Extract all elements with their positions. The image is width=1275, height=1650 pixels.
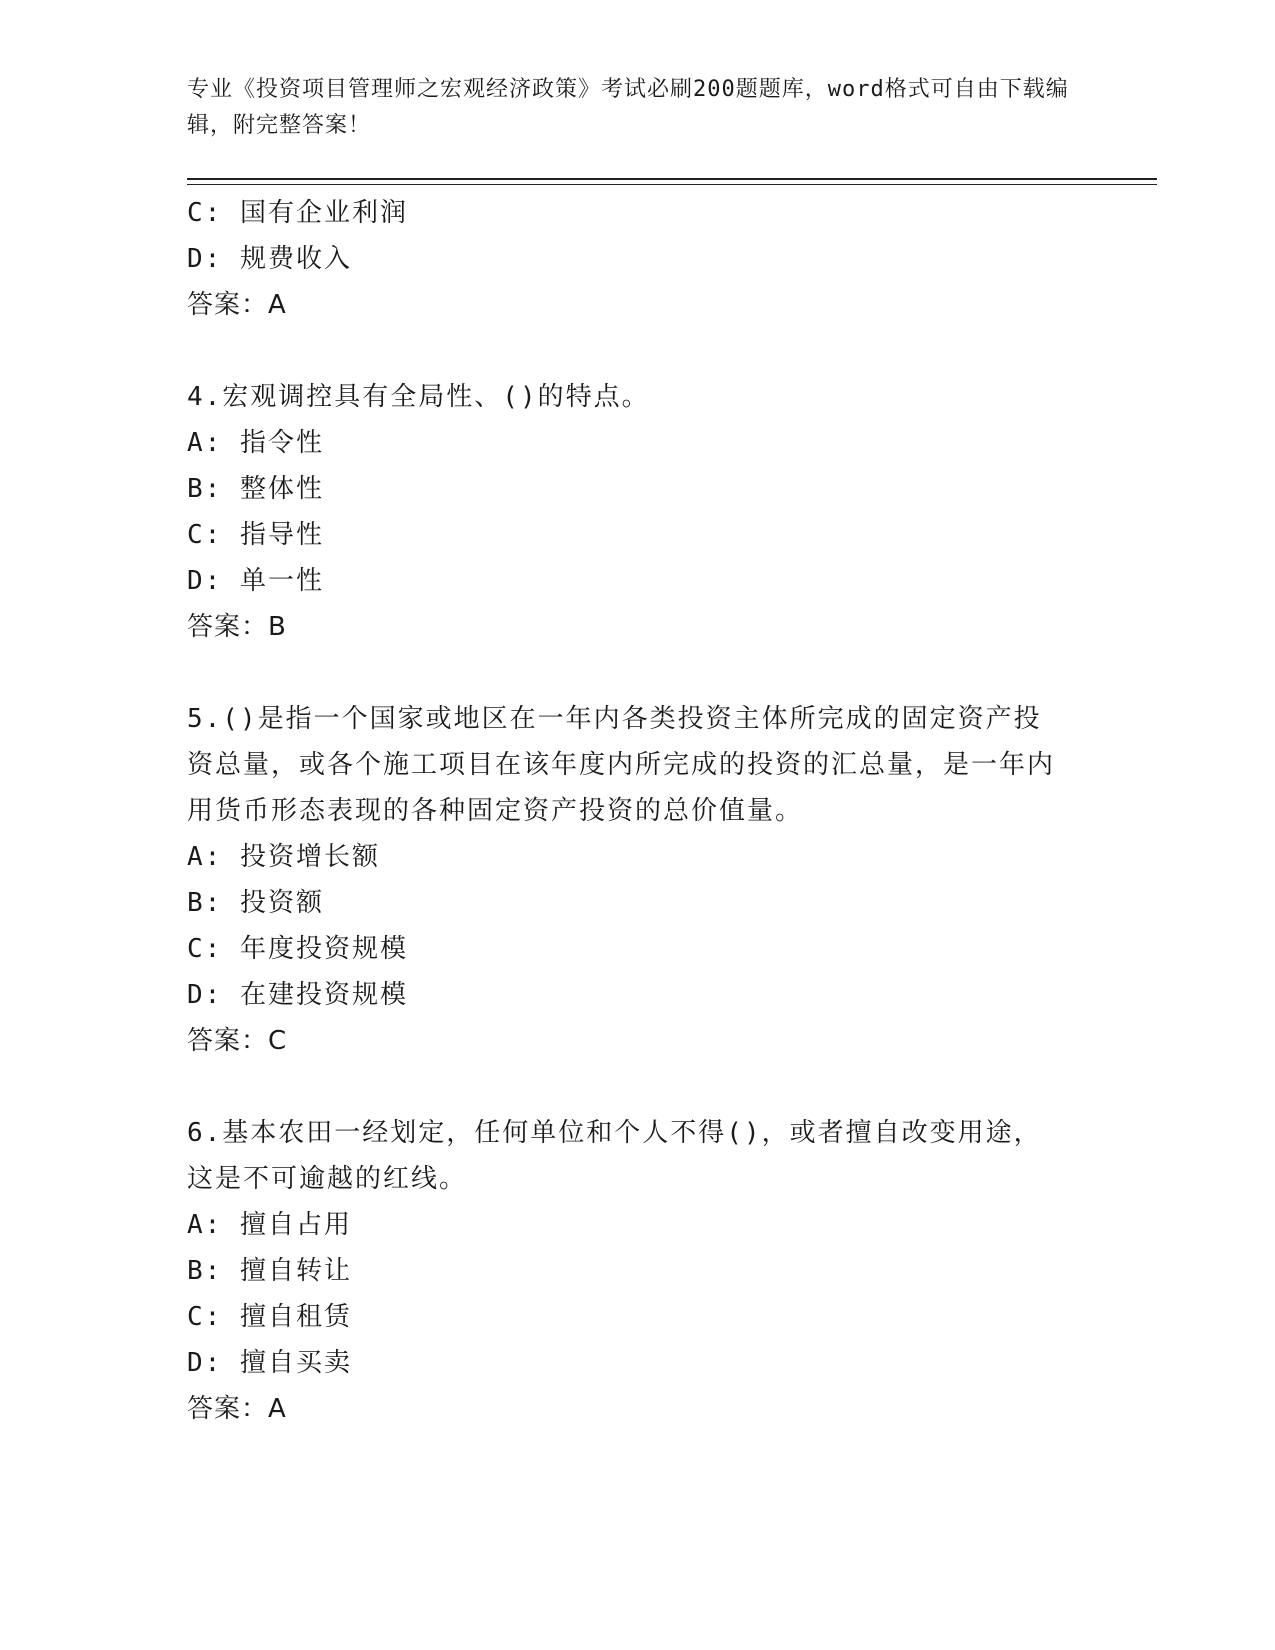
option-d: D: 擅自买卖 — [187, 1348, 352, 1378]
header-rule-top — [187, 178, 1157, 180]
question-stem: 6.基本农田一经划定，任何单位和个人不得()，或者擅自改变用途，这是不可逾越的红线。 — [187, 1118, 1042, 1194]
header-rule-bottom — [187, 184, 1157, 185]
option-d: D: 单一性 — [187, 566, 324, 596]
answer-line: 答案：B — [187, 612, 287, 642]
option-a: A: 指令性 — [187, 428, 324, 458]
option-c: C: 擅自租赁 — [187, 1302, 352, 1332]
option-b: B: 整体性 — [187, 474, 324, 504]
question-3-continued — [187, 190, 1067, 328]
question-stem: 5.()是指一个国家或地区在一年内各类投资主体所完成的固定资产投资总量，或各个施工项目在该年度内所完成的投资的汇总量，是一年内用货币形态表现的各种固定资产投资的总价值量。 — [187, 704, 1056, 826]
option-c: C: 指导性 — [187, 520, 324, 550]
spacer — [187, 650, 1067, 696]
question-6 — [187, 1110, 1067, 1432]
question-4 — [187, 374, 1067, 650]
spacer — [187, 328, 1067, 374]
option-d: D: 规费收入 — [187, 244, 352, 274]
spacer — [187, 1064, 1067, 1110]
document-header: 专业《投资项目管理师之宏观经济政策》考试必刷200题题库，word格式可自由下载编辑，附完整答案！ — [187, 77, 1069, 138]
option-d: D: 在建投资规模 — [187, 980, 408, 1010]
answer-line: 答案：A — [187, 1394, 287, 1424]
option-c: C: 国有企业利润 — [187, 198, 408, 228]
question-list — [187, 190, 1067, 1432]
question-5 — [187, 696, 1067, 1064]
option-b: B: 投资额 — [187, 888, 324, 918]
option-a: A: 擅自占用 — [187, 1210, 352, 1240]
option-a: A: 投资增长额 — [187, 842, 380, 872]
question-stem: 4.宏观调控具有全局性、()的特点。 — [187, 382, 650, 412]
option-c: C: 年度投资规模 — [187, 934, 408, 964]
answer-line: 答案：C — [187, 1026, 288, 1056]
answer-line: 答案：A — [187, 290, 287, 320]
option-b: B: 擅自转让 — [187, 1256, 352, 1286]
